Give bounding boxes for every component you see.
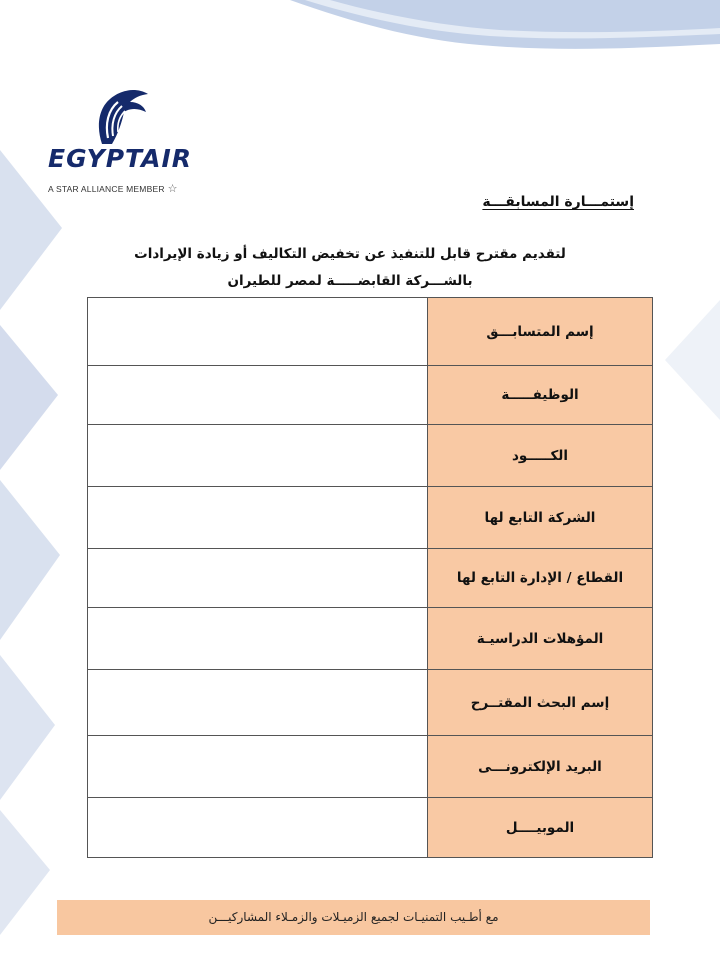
qualifications-label: المؤهلات الدراسيـة	[428, 608, 653, 670]
form-row	[88, 549, 653, 608]
tagline-text: A STAR ALLIANCE MEMBER	[48, 184, 165, 194]
entry-form-table	[87, 297, 653, 858]
contestant-name-label: إسم المتسابـــق	[428, 298, 653, 366]
form-row	[88, 366, 653, 425]
code-field[interactable]	[88, 425, 428, 487]
job-title-field[interactable]	[88, 366, 428, 425]
sector-department-field[interactable]	[88, 549, 428, 608]
subtitle-line-2: بالشـــركة القابضـــــة لمصر للطيران	[227, 273, 473, 289]
mobile-label: الموبيــــل	[428, 798, 653, 858]
star-alliance-star-icon: ☆	[167, 183, 178, 195]
email-label: البريد الإلكترونـــى	[428, 736, 653, 798]
left-chevron-5	[0, 810, 50, 935]
proposal-title-field[interactable]	[88, 670, 428, 736]
footer-banner: مع أطـيب التمنيـات لجميع الزميـلات والزمـلاء المشاركيـــن	[57, 900, 650, 935]
egyptair-logo	[44, 86, 214, 196]
form-row	[88, 425, 653, 487]
egyptair-wordmark: EGYPTAIR	[48, 144, 193, 173]
horus-head-icon	[94, 86, 150, 146]
left-chevron-4	[0, 655, 55, 800]
form-row	[88, 487, 653, 549]
form-title: إستمـــارة المسابقـــة	[482, 194, 634, 210]
mobile-field[interactable]	[88, 798, 428, 858]
form-row	[88, 798, 653, 858]
company-label: الشركة التابع لها	[428, 487, 653, 549]
left-chevron-2	[0, 325, 58, 470]
proposal-title-label: إسم البحث المقتــرح	[428, 670, 653, 736]
right-corner	[665, 300, 720, 420]
form-row	[88, 670, 653, 736]
sector-department-label: القطاع / الإدارة التابع لها	[428, 549, 653, 608]
form-row	[88, 608, 653, 670]
contestant-name-field[interactable]	[88, 298, 428, 366]
subtitle-line-1: لتقديم مقترح قابل للتنفيذ عن تخفيض التكاليف أو زيادة الإيرادات	[134, 246, 566, 262]
left-chevron-3	[0, 480, 60, 640]
star-alliance-tagline	[48, 182, 178, 195]
company-field[interactable]	[88, 487, 428, 549]
email-field[interactable]	[88, 736, 428, 798]
code-label: الكـــــود	[428, 425, 653, 487]
form-row	[88, 736, 653, 798]
job-title-label: الوظيفـــــة	[428, 366, 653, 425]
qualifications-field[interactable]	[88, 608, 428, 670]
form-row	[88, 298, 653, 366]
